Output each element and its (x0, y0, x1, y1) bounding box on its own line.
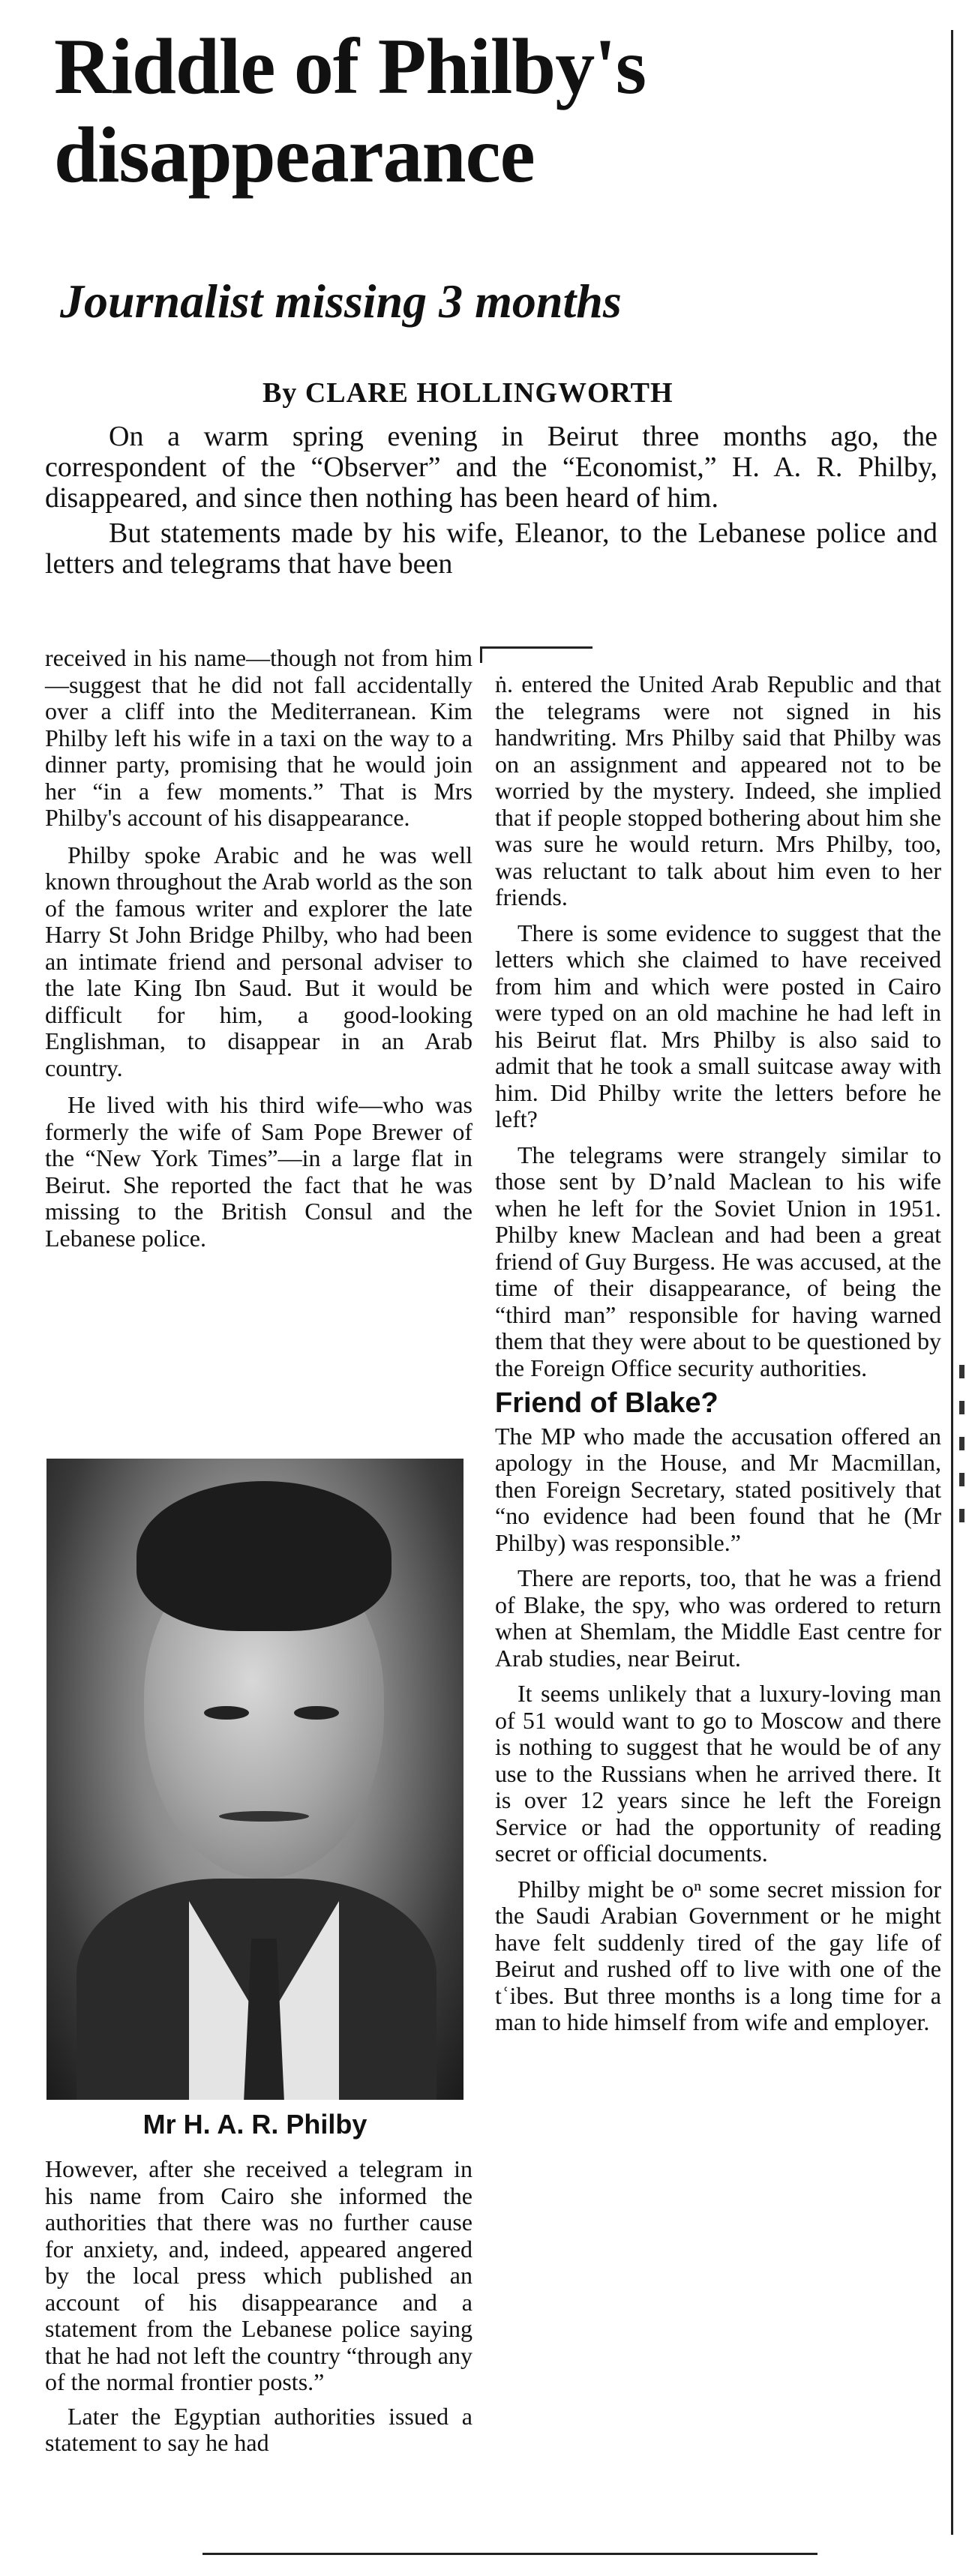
byline: By CLARE HOLLINGWORTH (262, 377, 674, 409)
headline: Riddle of Philby's disappearance (54, 22, 646, 199)
portrait-photo (46, 1459, 464, 2100)
lede-paragraph: On a warm spring evening in Beirut three months ago, the correspondent of the “Observer” and the “Economist,” H. A. R. Philby, disappeared, and since then nothing has been heard of him. (45, 421, 938, 514)
subheadline: Journalist missing 3 months (60, 274, 622, 328)
body-paragraph: received in his name—though not from him—suggest that he did not fall accidentally over a cliff into the Mediterranean. Kim Philby left his wife in a taxi on the way to a dinner party, promising that he would join her “in a few moments.” That is Mrs Philby's account of his disappearance. (45, 644, 472, 831)
column-rule-right (951, 30, 953, 2535)
column-rule-corner (480, 646, 482, 663)
body-paragraph: He lived with his third wife—who was formerly the wife of Sam Pope Brewer of the “New York Times”—in a large flat in Beirut. She reported the fact that he was missing to the British Consul and the Lebanese police. (45, 1091, 472, 1252)
body-paragraph: Later the Egyptian authorities issued a statement to say he had (45, 2402, 472, 2456)
body-paragraph: Philby might be oⁿ some secret mission for the Saudi Arabian Government or he might have felt suddenly tired of the gay life of Beirut and rushed off to live with one of the tʿibes. But three months is a long time for a man to hide himself from wife and employer. (495, 1875, 941, 2035)
body-paragraph: ṅ. entered the United Arab Republic and that the telegrams were not signed in his handwriting. Mrs Philby said that Philby was on an assignment and appeared not to be worried by the mystery. Indeed, she implied that if people stopped bothering about him she was sure he would return. Mrs Philby, too, was reluctant to talk about him even to her friends. (495, 670, 941, 910)
adjacent-column-fragment (959, 1365, 974, 1545)
left-column (45, 645, 472, 1262)
column-rule-corner-top (480, 646, 592, 649)
body-paragraph: It seems unlikely that a luxury-loving man of 51 would want to go to Moscow and there is nothing to suggest that he would be of any use to the Russians when he arrived there. It is over 12 years since he left the Foreign Service or had the opportunity of reading secret or official documents. (495, 1680, 941, 1867)
article-end-rule (202, 2553, 818, 2555)
section-heading: Friend of Blake? (495, 1387, 718, 1419)
photo-caption: Mr H. A. R. Philby (142, 2109, 368, 2140)
body-paragraph: There is some evidence to suggest that the letters which she claimed to have received from him and which were posted in Cairo were typed on an old machine he had left in his Beirut flat. Mrs Philby is also said to admit that he took a small suitcase away with him. Did Philby write the letters before he left? (495, 919, 941, 1132)
right-column (495, 671, 941, 2045)
lede (45, 421, 938, 580)
body-paragraph: The MP who made the accusation offered an apology in the House, and Mr Macmillan, then Foreign Secretary, stated positively that “no evidence had been found that he (Mr Philby) was responsible.” (495, 1422, 941, 1556)
body-paragraph: There are reports, too, that he was a friend of Blake, the spy, who was ordered to return when at Shemlam, the Middle East centre for Arab studies, near Beirut. (495, 1564, 941, 1672)
left-column-continued (45, 2156, 472, 2464)
body-paragraph: However, after she received a telegram in his name from Cairo she informed the authorities that there was no further cause for anxiety, and, indeed, appeared angered by the local press which published an account of his disappearance and a statement from the Lebanese police saying that he had not left the country “through any of the normal frontier posts.” (45, 2155, 472, 2395)
body-paragraph: Philby spoke Arabic and he was well known throughout the Arab world as the son of the famous writer and explorer the late Harry St John Bridge Philby, who had been an intimate friend and personal adviser to the late King Ibn Saud. But it would be difficult for him, a good-looking Englishman, to disappear in an Arab country. (45, 841, 472, 1081)
lede-paragraph: But statements made by his wife, Eleanor, to the Lebanese police and letters and telegrams that have been (45, 517, 938, 580)
body-paragraph: The telegrams were strangely similar to those sent by D’nald Maclean to his wife when he left for the Soviet Union in 1951. Philby knew Maclean and had been a great friend of Guy Burgess. He was accused, at the time of their disappearance, of being the “third man” responsible for having warned them that they were about to be questioned by the Foreign Office security authorities. (495, 1141, 941, 1381)
